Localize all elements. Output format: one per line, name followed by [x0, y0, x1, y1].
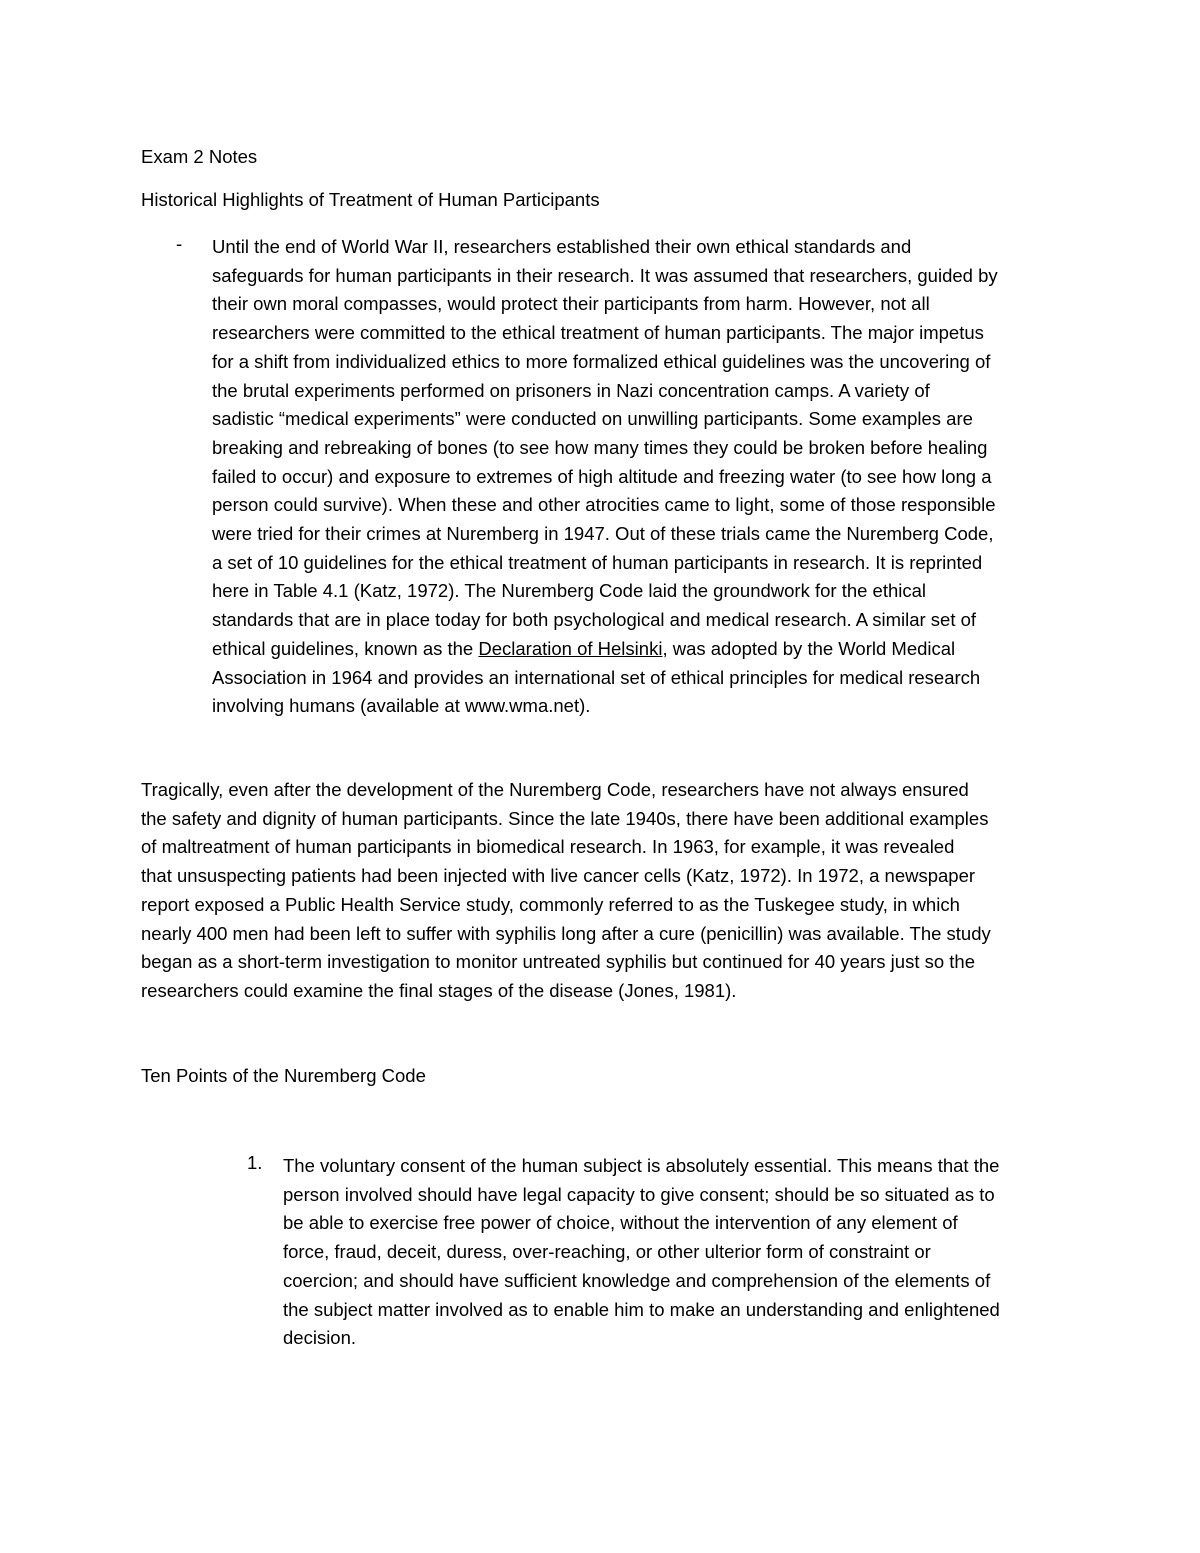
text-line: the subject matter involved as to enable him to make an understanding and enlightened: [283, 1298, 1000, 1320]
text-line: Until the end of World War II, researchers established their own ethical standards and: [212, 236, 912, 257]
text-line: nearly 400 men had been left to suffer with syphilis long after a cure (penicillin) was available. The study: [141, 922, 991, 944]
text-line: standards that are in place today for both psychological and medical research. A similar set of: [212, 609, 977, 631]
text-line: The voluntary consent of the human subject is absolutely essential. This means that the: [283, 1155, 1000, 1176]
paragraph-tragically: [141, 776, 1081, 1006]
text-line: report exposed a Public Health Service study, commonly referred to as the Tuskegee study, in which: [141, 893, 960, 915]
text-line: the brutal experiments performed on prisoners in Nazi concentration camps. A variety of: [212, 379, 930, 401]
bullet-paragraph: [212, 233, 1092, 721]
text-line-with-link: [212, 635, 1092, 664]
text-line: person involved should have legal capacity to give consent; should be so situated as to: [283, 1183, 995, 1205]
text-line: a set of 10 guidelines for the ethical treatment of human participants in research. It is reprinted: [212, 551, 983, 573]
text-line: began as a short-term investigation to monitor untreated syphilis but continued for 40 years just so the: [141, 951, 975, 973]
text-line: of maltreatment of human participants in biomedical research. In 1963, for example, it was revealed: [141, 836, 955, 858]
section-heading-ten-points: Ten Points of the Nuremberg Code: [141, 1065, 426, 1086]
list-item: [283, 1152, 1083, 1353]
text-line: safeguards for human participants in their research. It was assumed that researchers, guided by: [212, 264, 998, 286]
text-line: were tried for their crimes at Nuremberg in 1947. Out of these trials came the Nuremberg Code,: [212, 523, 994, 545]
text-line: decision.: [283, 1327, 357, 1349]
text-line: coercion; and should have sufficient knowledge and comprehension of the elements of: [283, 1269, 991, 1291]
text-line: breaking and rebreaking of bones (to see how many times they could be broken before healing: [212, 436, 988, 458]
text-line: involving humans (available at www.wma.net).: [212, 695, 591, 717]
text-line: be able to exercise free power of choice, without the intervention of any element of: [283, 1212, 958, 1234]
text-line: their own moral compasses, would protect their participants from harm. However, not all: [212, 293, 930, 315]
link-suffix: , was adopted by the World Medical: [662, 637, 956, 659]
text-line: sadistic “medical experiments” were conducted on unwilling participants. Some examples are: [212, 408, 973, 430]
text-line: person could survive). When these and other atrocities came to light, some of those responsible: [212, 494, 996, 516]
text-line: researchers were committed to the ethical treatment of human participants. The major impetus: [212, 322, 984, 344]
text-line: that unsuspecting patients had been injected with live cancer cells (Katz, 1972). In 1972, a newspaper: [141, 865, 976, 887]
text-line: for a shift from individualized ethics to more formalized ethical guidelines was the uncovering of: [212, 350, 991, 372]
text-line: force, fraud, deceit, duress, over-reaching, or other ulterior form of constraint or: [283, 1241, 931, 1263]
text-line: the safety and dignity of human participants. Since the late 1940s, there have been additional examples: [141, 807, 989, 829]
text-line: here in Table 4.1 (Katz, 1972). The Nuremberg Code laid the groundwork for the ethical: [212, 580, 927, 602]
declaration-of-helsinki-link[interactable]: Declaration of Helsinki: [478, 637, 663, 659]
section-heading-history: Historical Highlights of Treatment of Human Participants: [141, 189, 600, 210]
text-line: failed to occur) and exposure to extremes of high altitude and freezing water (to see how long a: [212, 465, 992, 487]
list-item-number: 1.: [247, 1152, 263, 1173]
text-line: Association in 1964 and provides an international set of ethical principles for medical research: [212, 666, 981, 688]
link-prefix: ethical guidelines, known as the: [212, 637, 479, 659]
document-title: Exam 2 Notes: [141, 146, 258, 167]
text-line: researchers could examine the final stages of the disease (Jones, 1981).: [141, 979, 737, 1001]
bullet-marker: -: [176, 233, 183, 254]
text-line: Tragically, even after the development of the Nuremberg Code, researchers have not always ensured: [141, 779, 969, 800]
